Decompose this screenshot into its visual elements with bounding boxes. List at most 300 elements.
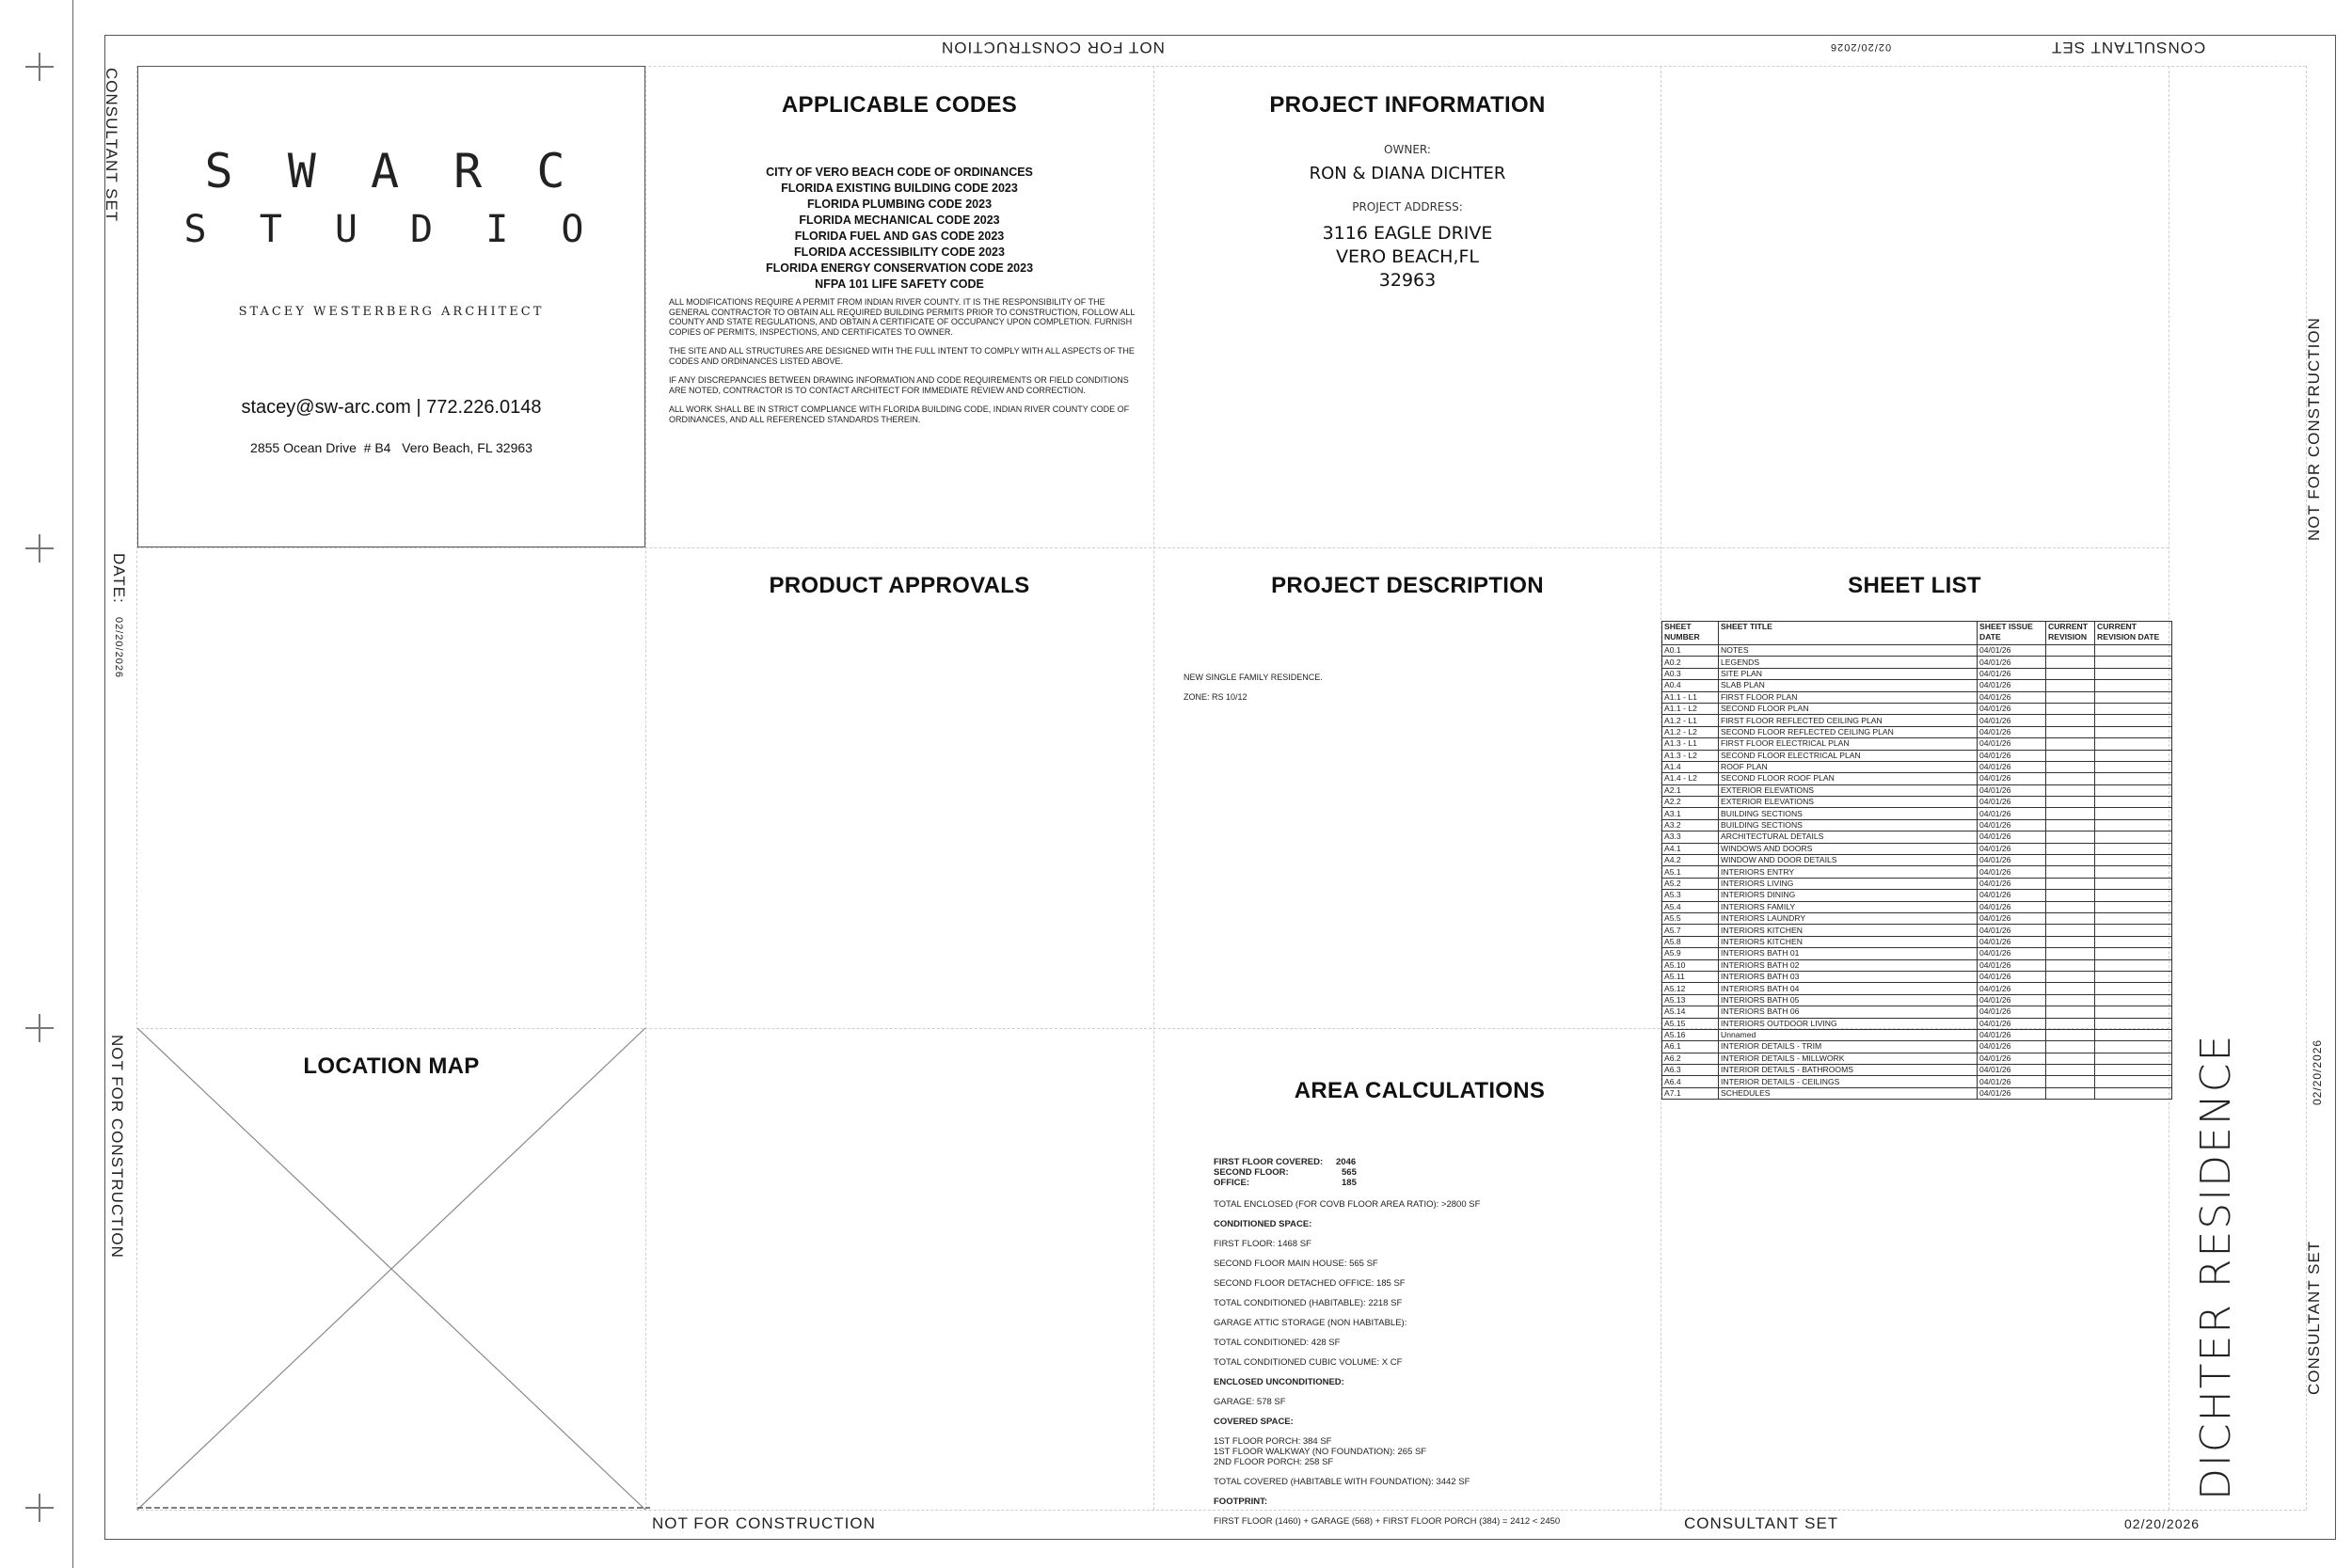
sheet-list-cell [2046,657,2095,668]
sheet-list-row [1662,808,2172,819]
sheet-list-cell [2046,808,2095,819]
left-stamp-consultant-set: CONSULTANT SET [103,68,120,223]
sheet-list-row [1662,691,2172,703]
sheet-list-cell: SECOND FLOOR ELECTRICAL PLAN [1719,750,1978,761]
sheet-list-cell: A4.2 [1662,855,1719,866]
sheet-list-cell: INTERIORS LAUNDRY [1719,912,1978,924]
area-summary [1214,1157,1665,1188]
sheet-list-row [1662,1087,2172,1099]
sheet-list-cell: A1.2 - L1 [1662,715,1719,726]
binding-line [72,0,73,1568]
area-line: TOTAL ENCLOSED (FOR COVB FLOOR AREA RATIO): >2800 SF [1214,1199,1481,1210]
sheet-list-cell [2046,1087,2095,1099]
sheet-list-cell: A6.3 [1662,1065,1719,1076]
code-item: FLORIDA FUEL AND GAS CODE 2023 [794,230,1005,243]
sheet-list-cell: A2.2 [1662,797,1719,808]
sheet-list-cell: INTERIOR DETAILS - CEILINGS [1719,1076,1978,1087]
sheet-list-cell [2095,959,2172,971]
bottom-stamp-date: 02/20/2026 [2124,1516,2201,1531]
sheet-list-cell [2095,1087,2172,1099]
sheet-list-cell [2095,1076,2172,1087]
sheet-list-cell: INTERIOR DETAILS - MILLWORK [1719,1053,1978,1064]
sheet-list-cell [2046,715,2095,726]
sheet-list-cell: NOTES [1719,645,1978,657]
sheet-list-cell: A5.14 [1662,1006,1719,1018]
sheet-list-cell: INTERIORS LIVING [1719,878,1978,889]
code-item: FLORIDA ENERGY CONSERVATION CODE 2023 [765,261,1034,275]
address-line: VERO BEACH,FL [1335,246,1479,267]
sheet-list-row [1662,1065,2172,1076]
sheet-list-cell: A5.16 [1662,1029,1719,1040]
sheet-list-cell: A0.1 [1662,645,1719,657]
sheet-list-cell [2046,691,2095,703]
area-line: 1ST FLOOR PORCH: 384 SF 1ST FLOOR WALKWAY (NO FOUNDATION): 265 SF 2ND FLOOR PORCH: 258 SF [1214,1436,1427,1467]
sheet-list-cell: ARCHITECTURAL DETAILS [1719,832,1978,843]
area-summary-label: FIRST FLOOR COVERED: [1214,1157,1324,1167]
sheet-list-cell: 04/01/26 [1978,1087,2046,1099]
sheet-list-cell: 04/01/26 [1978,750,2046,761]
sheet-list-cell: INTERIORS KITCHEN [1719,936,1978,947]
sheet-list-cell: 04/01/26 [1978,832,2046,843]
sheet-list-cell [2046,878,2095,889]
sheet-list-row [1662,912,2172,924]
sheet-list-cell: INTERIORS ENTRY [1719,866,1978,878]
sheet-list-row [1662,1006,2172,1018]
sheet-list-cell [2046,761,2095,772]
code-item: FLORIDA MECHANICAL CODE 2023 [799,214,1000,227]
sheet-list-row [1662,948,2172,959]
sheet-list-cell: SECOND FLOOR REFLECTED CEILING PLAN [1719,726,1978,737]
sheet-list-cell [2046,959,2095,971]
code-item: CITY OF VERO BEACH CODE OF ORDINANCES [766,166,1033,179]
sheet-list-column-header: SHEET TITLE [1719,622,1978,645]
sheet-list-cell: A6.2 [1662,1053,1719,1064]
sheet-list-cell [2095,843,2172,854]
firm-panel [137,66,645,547]
sheet-list-cell [2095,912,2172,924]
sheet-list-cell [2095,784,2172,796]
sheet-list-cell: A3.1 [1662,808,1719,819]
sheet-list-row [1662,925,2172,936]
sheet-list-cell: 04/01/26 [1978,691,2046,703]
sheet-list-cell: EXTERIOR ELEVATIONS [1719,797,1978,808]
sheet-list-cell: 04/01/26 [1978,866,2046,878]
firm-contact: stacey@sw-arc.com | 772.226.0148 [241,397,542,418]
sheet-list-cell [2046,901,2095,912]
sheet-list-cell: FIRST FLOOR ELECTRICAL PLAN [1719,738,1978,750]
sheet-list-row [1662,1076,2172,1087]
address-line: 32963 [1378,270,1437,291]
area-line: CONDITIONED SPACE: [1214,1219,1312,1229]
sheet-list-cell [2095,1065,2172,1076]
sheet-list-cell [2046,645,2095,657]
sheet-list-cell [2046,773,2095,784]
sheet-list-cell: A5.7 [1662,925,1719,936]
sheet-list-cell: 04/01/26 [1978,983,2046,994]
sheet-list-cell [2095,936,2172,947]
sheet-list-cell: A5.15 [1662,1018,1719,1029]
sheet-list-cell: 04/01/26 [1978,738,2046,750]
sheet-list-cell [2095,738,2172,750]
right-stamp-date: 02/20/2026 [2311,1038,2324,1105]
area-summary-value: 2046 [1336,1157,1357,1167]
sheet-list-cell: 04/01/26 [1978,855,2046,866]
bottom-stamp-not-for-construction: NOT FOR CONSTRUCTION [652,1514,876,1532]
sheet-list-row [1662,936,2172,947]
sheet-list-cell [2046,948,2095,959]
project-description-line: NEW SINGLE FAMILY RESIDENCE. [1184,673,1323,682]
sheet-list-row [1662,1041,2172,1053]
sheet-list-cell: A5.9 [1662,948,1719,959]
sheet-list-cell: ROOF PLAN [1719,761,1978,772]
sheet-list-cell [2046,925,2095,936]
sheet-list-row [1662,726,2172,737]
sheet-list-cell: Unnamed [1719,1029,1978,1040]
area-line: TOTAL COVERED (HABITABLE WITH FOUNDATION): 3442 SF [1214,1477,1470,1487]
sheet-list-cell [2095,680,2172,691]
code-note: IF ANY DISCREPANCIES BETWEEN DRAWING INFORMATION AND CODE REQUIREMENTS OR FIELD CONDITIONS ARE NOTED, CONTRACTOR IS TO CONTACT ARCHITECT FOR IMMEDIATE REVIEW AND CORRECTION. [669,375,1129,395]
sheet-list-cell [2095,866,2172,878]
code-list [645,165,1153,293]
sheet-list-cell: SITE PLAN [1719,668,1978,679]
sheet-list-cell [2046,832,2095,843]
sheet-list-cell: A6.1 [1662,1041,1719,1053]
left-stamp-not-for-construction: NOT FOR CONSTRUCTION [108,1035,126,1259]
sheet-list-row [1662,855,2172,866]
sheet-list-cell: FIRST FLOOR PLAN [1719,691,1978,703]
sheet-list-cell: 04/01/26 [1978,1018,2046,1029]
sheet-list-cell [2046,855,2095,866]
sheet-list-cell [2046,797,2095,808]
sheet-list-cell [2095,703,2172,714]
sheet-list-cell: 04/01/26 [1978,1041,2046,1053]
sheet-list-cell [2046,784,2095,796]
sheet-list-cell [2095,668,2172,679]
sheet-list-cell: 04/01/26 [1978,773,2046,784]
location-map-placeholder [137,1028,650,1510]
sheet-list-cell: 04/01/26 [1978,1029,2046,1040]
sheet-list-cell: 04/01/26 [1978,784,2046,796]
sheet-list-row [1662,773,2172,784]
sheet-list-cell: 04/01/26 [1978,948,2046,959]
sheet-list-cell: 04/01/26 [1978,680,2046,691]
sheet-list-cell [2095,715,2172,726]
sheet-list-cell: A6.4 [1662,1076,1719,1087]
applicable-codes-heading: APPLICABLE CODES [781,92,1018,118]
sheet-list-row [1662,750,2172,761]
address-line: 3116 EAGLE DRIVE [1322,223,1493,244]
sheet-list-table [1661,621,2172,1100]
sheet-list-cell: INTERIORS FAMILY [1719,901,1978,912]
sheet-list-cell: A5.10 [1662,959,1719,971]
sheet-list-cell: A5.3 [1662,890,1719,901]
sheet-list-cell [2046,983,2095,994]
sheet-list-cell: 04/01/26 [1978,890,2046,901]
sheet-list-cell [2046,738,2095,750]
sheet-list-cell [2046,726,2095,737]
owner-label: OWNER: [1384,143,1431,156]
area-line: GARAGE ATTIC STORAGE (NON HABITABLE): [1214,1318,1407,1328]
sheet-list-row [1662,703,2172,714]
sheet-list-cell [2095,1053,2172,1064]
sheet-list-cell: A0.2 [1662,657,1719,668]
sheet-list-table-wrap [1661,621,2172,1100]
sheet-list-column-header: SHEET ISSUE DATE [1978,622,2046,645]
sheet-list-cell: INTERIORS OUTDOOR LIVING [1719,1018,1978,1029]
logo-line-2: S T U D I O [183,208,599,251]
sheet-list-cell: 04/01/26 [1978,959,2046,971]
sheet-list-cell [2046,1029,2095,1040]
right-stamp-consultant-set: CONSULTANT SET [2305,1240,2323,1395]
code-note: THE SITE AND ALL STRUCTURES ARE DESIGNED WITH THE FULL INTENT TO COMPLY WITH ALL ASPECTS OF THE CODES AND ORDINANCES LISTED ABOVE. [669,346,1135,366]
owner-name: RON & DIANA DICHTER [1309,164,1506,183]
sheet-list-cell: 04/01/26 [1978,843,2046,854]
sheet-list-cell [2046,819,2095,831]
area-calculations-body [1214,1157,1665,1536]
sheet-list-row [1662,797,2172,808]
sheet-list-cell [2046,1041,2095,1053]
area-lines [1214,1199,1665,1527]
sheet-list-cell [2046,1076,2095,1087]
sheet-list-cell: 04/01/26 [1978,925,2046,936]
area-summary-label: OFFICE: [1214,1178,1249,1188]
sheet-list-cell: 04/01/26 [1978,715,2046,726]
sheet-list-column-header: SHEET NUMBER [1662,622,1719,645]
code-item: FLORIDA ACCESSIBILITY CODE 2023 [794,245,1005,259]
sheet-list-cell [2095,994,2172,1006]
grid-line [136,547,2169,548]
code-item: FLORIDA EXISTING BUILDING CODE 2023 [781,182,1018,195]
sheet-list-cell: BUILDING SECTIONS [1719,819,1978,831]
sheet-list-cell [2095,1029,2172,1040]
sheet-list-cell: 04/01/26 [1978,1006,2046,1018]
sheet-list-row [1662,971,2172,982]
sheet-list-cell [2046,668,2095,679]
sheet-list-row [1662,668,2172,679]
code-note: ALL WORK SHALL BE IN STRICT COMPLIANCE WITH FLORIDA BUILDING CODE, INDIAN RIVER COUNTY CODE OF ORDINANCES, AND ALL REFERENCED STANDARDS THEREIN. [669,404,1130,424]
sheet-list-row [1662,1018,2172,1029]
area-line: TOTAL CONDITIONED: 428 SF [1214,1338,1341,1348]
sheet-list-cell: 04/01/26 [1978,994,2046,1006]
sheet-list-cell [2046,703,2095,714]
sheet-list-row [1662,645,2172,657]
area-line: TOTAL CONDITIONED CUBIC VOLUME: X CF [1214,1357,1403,1368]
area-line: FOOTPRINT: [1214,1497,1267,1507]
sheet-list-cell: A5.5 [1662,912,1719,924]
sheet-list-cell: A3.3 [1662,832,1719,843]
sheet-list-cell: A1.4 - L2 [1662,773,1719,784]
sheet-list-cell: A3.2 [1662,819,1719,831]
sheet-list-cell [2046,1006,2095,1018]
sheet-list-row [1662,890,2172,901]
sheet-list-cell: INTERIORS BATH 01 [1719,948,1978,959]
crop-mark [25,1494,54,1522]
project-address-label: PROJECT ADDRESS: [1352,200,1463,214]
sheet-list-cell: LEGENDS [1719,657,1978,668]
sheet-list-row [1662,819,2172,831]
sheet-list-cell: EXTERIOR ELEVATIONS [1719,784,1978,796]
right-stamp-not-for-construction: NOT FOR CONSTRUCTION [2305,317,2323,541]
sheet-list-cell: A2.1 [1662,784,1719,796]
sheet-list-cell: A5.2 [1662,878,1719,889]
sheet-list-row [1662,994,2172,1006]
top-stamp-not-for-construction: NOT FOR CONSTRUCTION [941,39,1165,56]
sheet-list-cell [2095,878,2172,889]
sheet-list-cell [2095,657,2172,668]
sheet-list-cell [2095,1018,2172,1029]
sheet-list-cell: A1.2 - L2 [1662,726,1719,737]
sheet-list-heading: SHEET LIST [1848,573,1981,598]
sheet-list-cell: 04/01/26 [1978,971,2046,982]
sheet-list-cell [2095,925,2172,936]
sheet-list-cell: A5.1 [1662,866,1719,878]
project-address [1153,222,1661,293]
sheet-list-cell: A5.11 [1662,971,1719,982]
sheet-list-cell [2095,773,2172,784]
code-note: ALL MODIFICATIONS REQUIRE A PERMIT FROM INDIAN RIVER COUNTY. IT IS THE RESPONSIBILITY OF THE GENERAL CONTRACTOR TO OBTAIN ALL REQUIRED BUILDING PERMITS PRIOR TO CONSTRUCTION, FOLLOW ALL COUNTY AND STATE REGULATIONS, AND OBTAIN A CERTIFICATE OF OCCUPANCY UPON COMPLETION. FURNISH COPIES OF PERMITS, INSPECTIONS, AND CERTIFICATES TO OWNER. [669,297,1136,337]
sheet-list-cell: A1.3 - L2 [1662,750,1719,761]
area-line: SECOND FLOOR MAIN HOUSE: 565 SF [1214,1259,1378,1269]
sheet-list-cell: 04/01/26 [1978,703,2046,714]
sheet-list-cell: SLAB PLAN [1719,680,1978,691]
sheet-list-cell: 04/01/26 [1978,901,2046,912]
sheet-list-cell: 04/01/26 [1978,657,2046,668]
sheet-list-cell: A0.3 [1662,668,1719,679]
project-information-heading: PROJECT INFORMATION [1269,92,1546,118]
sheet-list-row [1662,843,2172,854]
sheet-list-cell [2046,1053,2095,1064]
sheet-list-cell [2095,645,2172,657]
bottom-stamp-consultant-set: CONSULTANT SET [1684,1514,1839,1532]
sheet-list-cell: INTERIORS BATH 06 [1719,1006,1978,1018]
sheet-list-cell: 04/01/26 [1978,819,2046,831]
sheet-list-cell: BUILDING SECTIONS [1719,808,1978,819]
sheet-list-cell [2046,1065,2095,1076]
crop-mark [25,1014,54,1042]
sheet-list-cell: WINDOWS AND DOORS [1719,843,1978,854]
sheet-list-cell: A0.4 [1662,680,1719,691]
sheet-list-cell: 04/01/26 [1978,1053,2046,1064]
sheet-list-cell: 04/01/26 [1978,797,2046,808]
firm-address: 2855 Ocean Drive # B4 Vero Beach, FL 32963 [250,440,532,455]
sheet-list-cell [2046,680,2095,691]
sheet-list-cell [2095,691,2172,703]
project-description-heading: PROJECT DESCRIPTION [1271,573,1544,598]
sheet-list-cell [2046,843,2095,854]
sheet-list-cell [2046,1018,2095,1029]
area-summary-value: 565 [1342,1167,1357,1178]
sheet-list-row [1662,761,2172,772]
sheet-list-cell [2046,994,2095,1006]
area-line: ENCLOSED UNCONDITIONED: [1214,1377,1344,1387]
sheet-list-row [1662,715,2172,726]
logo-line-1: S W A R C [204,144,579,198]
sheet-list-cell: A5.13 [1662,994,1719,1006]
sheet-list-cell: A1.1 - L1 [1662,691,1719,703]
sheet-list-row [1662,1053,2172,1064]
sheet-list-cell: 04/01/26 [1978,761,2046,772]
sheet-list-cell: WINDOW AND DOOR DETAILS [1719,855,1978,866]
sheet-list-column-header: CURRENT REVISION [2046,622,2095,645]
area-summary-value: 185 [1342,1178,1357,1188]
sheet-list-cell [2046,971,2095,982]
sheet-list-cell [2095,1006,2172,1018]
sheet-list-row [1662,832,2172,843]
sheet-list-cell: INTERIORS BATH 03 [1719,971,1978,982]
sheet-list-cell: SECOND FLOOR ROOF PLAN [1719,773,1978,784]
sheet-list-cell [2095,890,2172,901]
sheet-list-cell: A7.1 [1662,1087,1719,1099]
sheet-list-cell: A5.12 [1662,983,1719,994]
sheet-list-cell: 04/01/26 [1978,936,2046,947]
sheet-list-cell: A5.4 [1662,901,1719,912]
sheet-list-row [1662,983,2172,994]
sheet-list-row [1662,901,2172,912]
left-date-label: DATE: [110,553,128,604]
sheet-list-cell: SCHEDULES [1719,1087,1978,1099]
sheet-list-cell: 04/01/26 [1978,645,2046,657]
sheet-list-row [1662,738,2172,750]
sheet-list-cell [2046,866,2095,878]
sheet-list-row [1662,657,2172,668]
sheet-list-cell: 04/01/26 [1978,878,2046,889]
sheet-list-cell: A1.3 - L1 [1662,738,1719,750]
sheet-list-cell [2046,750,2095,761]
sheet-list-row [1662,784,2172,796]
crop-mark [25,53,54,81]
product-approvals-heading: PRODUCT APPROVALS [769,573,1030,598]
area-line: COVERED SPACE: [1214,1417,1294,1427]
code-item: NFPA 101 LIFE SAFETY CODE [815,277,984,291]
sheet-list-cell [2095,808,2172,819]
area-line: SECOND FLOOR DETACHED OFFICE: 185 SF [1214,1278,1406,1289]
sheet-list-cell: 04/01/26 [1978,1065,2046,1076]
sheet-list-cell [2095,901,2172,912]
sheet-list-cell: INTERIORS DINING [1719,890,1978,901]
sheet-list-cell [2046,890,2095,901]
project-title-vertical: DICHTER RESIDENCE [2192,1033,2240,1500]
sheet-list-row [1662,878,2172,889]
sheet-list-cell: INTERIORS BATH 02 [1719,959,1978,971]
sheet-list-cell: A4.1 [1662,843,1719,854]
top-stamp-date: 02/20/2026 [1830,41,1892,53]
sheet-list-row [1662,866,2172,878]
project-description-zone: ZONE: RS 10/12 [1184,692,1248,702]
sheet-list-row [1662,680,2172,691]
sheet-list-cell [2095,726,2172,737]
sheet-list-cell [2046,912,2095,924]
sheet-list-cell: INTERIOR DETAILS - TRIM [1719,1041,1978,1053]
sheet-list-cell [2095,819,2172,831]
sheet-list-cell [2095,750,2172,761]
sheet-list-cell: 04/01/26 [1978,1076,2046,1087]
area-summary-label: SECOND FLOOR: [1214,1167,1289,1178]
code-notes [669,297,1139,424]
sheet-list-cell [2095,971,2172,982]
sheet-list-cell: A1.4 [1662,761,1719,772]
sheet-list-cell: INTERIORS BATH 05 [1719,994,1978,1006]
sheet-list-cell [2095,855,2172,866]
sheet-list-cell: INTERIORS KITCHEN [1719,925,1978,936]
sheet-list-cell: A5.8 [1662,936,1719,947]
sheet-list-cell: SECOND FLOOR PLAN [1719,703,1978,714]
code-item: FLORIDA PLUMBING CODE 2023 [806,198,993,211]
sheet-list-cell [2095,832,2172,843]
sheet-list-cell: FIRST FLOOR REFLECTED CEILING PLAN [1719,715,1978,726]
area-line: FIRST FLOOR (1460) + GARAGE (568) + FIRST FLOOR PORCH (384) = 2412 < 2450 [1214,1516,1561,1527]
sheet-list-row [1662,1029,2172,1040]
sheet-list-cell [2095,948,2172,959]
